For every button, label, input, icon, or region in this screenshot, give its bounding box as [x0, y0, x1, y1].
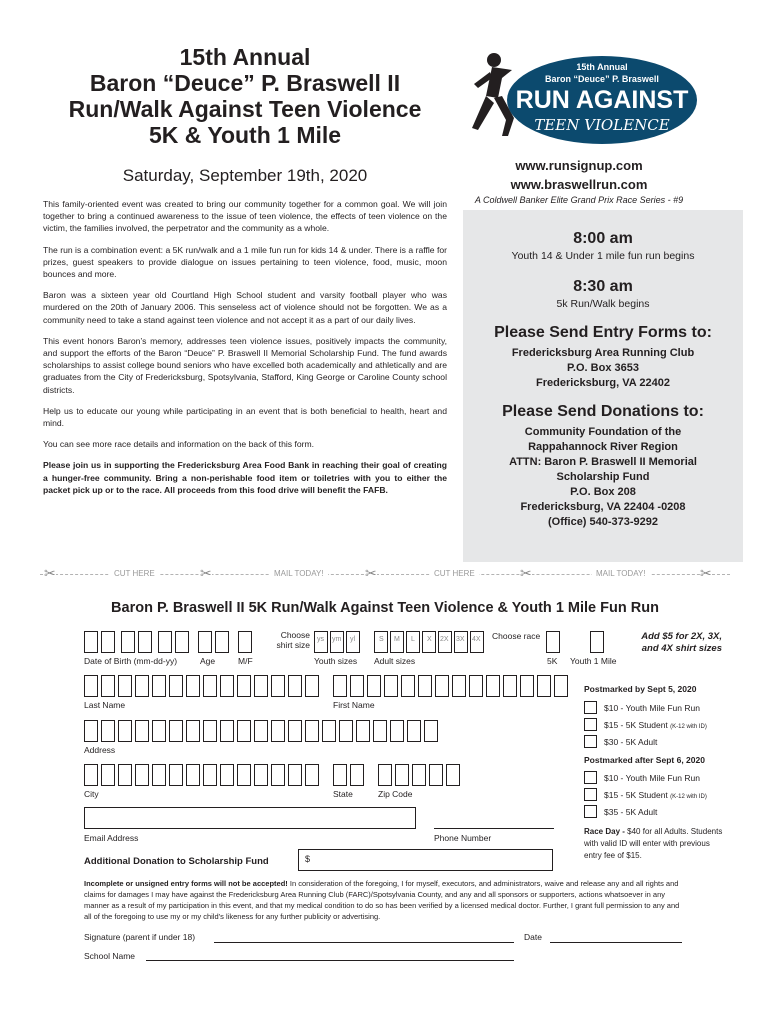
price-checkbox[interactable] [584, 788, 597, 801]
char-box[interactable] [350, 675, 364, 697]
address-label: Address [84, 745, 116, 755]
scissors-icon: ✂ [44, 565, 56, 581]
age-label: Age [200, 656, 216, 666]
char-box[interactable] [520, 675, 534, 697]
char-box[interactable] [186, 675, 200, 697]
shirt-box-m[interactable] [390, 631, 404, 653]
websites [474, 156, 684, 194]
size-label: L [411, 636, 415, 643]
event-youth: Youth 14 & Under 1 mile fun run begins [511, 250, 695, 262]
char-box[interactable] [271, 720, 285, 742]
char-box[interactable] [121, 631, 135, 653]
race-5k-label: 5K [547, 656, 558, 666]
food-drive-paragraph: Please join us in supporting the Fredericksburg Area Food Bank in reaching their goal of creating a hunger-free community. Bring a non-perishable food item or toiletries with you to either the packet pick up or to the race. All proceeds from this food drive will benefit the FAFB. [43, 460, 447, 495]
entry-header: Please Send Entry Forms to: [494, 324, 712, 341]
char-box[interactable] [101, 631, 115, 653]
price-checkbox[interactable] [584, 805, 597, 818]
char-box[interactable] [407, 720, 421, 742]
scissors-icon: ✂ [200, 565, 212, 581]
char-box[interactable] [169, 720, 183, 742]
char-box[interactable] [305, 764, 319, 786]
paragraph: You can see more race details and information on the back of this form. [43, 439, 315, 450]
char-box[interactable] [271, 764, 285, 786]
address-line: P.O. Box 208 [570, 486, 636, 498]
dob-label: Date of Birth (mm-dd-yy) [84, 656, 178, 666]
choose-race-label: Choose race [492, 631, 541, 641]
char-box[interactable] [135, 764, 149, 786]
price-option: $15 - 5K Student (K-12 with ID) [604, 720, 707, 730]
logo-line4: TEEN VIOLENCE [534, 116, 670, 134]
cut-here-label: CUT HERE [430, 569, 479, 578]
char-box[interactable] [367, 675, 381, 697]
char-box[interactable] [138, 631, 152, 653]
price-option: $10 - Youth Mile Fun Run [604, 773, 700, 783]
char-box[interactable] [237, 764, 251, 786]
char-box[interactable] [288, 675, 302, 697]
time-5k: 8:30 am [573, 278, 633, 295]
address-line: Rappahannock River Region [528, 441, 678, 453]
char-box[interactable] [158, 631, 172, 653]
char-box[interactable] [446, 764, 460, 786]
donation-amount-field[interactable] [298, 849, 553, 871]
char-box[interactable] [84, 720, 98, 742]
address-line: (Office) 540-373-9292 [547, 516, 659, 528]
shirt-upcharge-note: Add $5 for 2X, 3X, and 4X shirt sizes [641, 631, 722, 654]
char-box[interactable] [288, 764, 302, 786]
char-box[interactable] [135, 675, 149, 697]
run-logo [462, 48, 702, 148]
shirt-box-l[interactable] [406, 631, 420, 653]
paragraph: The run is a combination event: a 5K run/walk and a 1 mile fun run for kids 14 & under. There is a raffle for prizes, guest speakers to provide dialogue on issues pertaining to teen violence, food, music, moon bounces and more. [43, 244, 447, 280]
event-5k: 5k Run/Walk begins [556, 298, 650, 310]
char-box[interactable] [452, 675, 466, 697]
address-line: ATTN: Baron P. Braswell II Memorial [509, 456, 697, 468]
time-youth: 8:00 am [573, 230, 633, 247]
size-label: M [394, 636, 400, 643]
char-box[interactable] [373, 720, 387, 742]
age-input[interactable] [215, 631, 229, 653]
char-box[interactable] [152, 720, 166, 742]
size-label: 3X [456, 636, 465, 643]
shirt-box-3x[interactable] [454, 631, 468, 653]
size-label: X [427, 636, 432, 643]
logo-line3: RUN AGAINST [515, 86, 689, 114]
dollar-sign: $ [305, 854, 311, 864]
mail-today-label: MAIL TODAY! [270, 569, 328, 578]
char-box[interactable] [395, 764, 409, 786]
runner-figure [472, 53, 514, 136]
school-label: School Name [84, 951, 136, 961]
entry-address [463, 346, 743, 391]
race-youth-label: Youth 1 Mile [570, 656, 617, 666]
last-name-label: Last Name [84, 700, 126, 710]
race-day-note: Race Day - $40 for all Adults. Students with valid ID will enter with previous entry fee of $15. [584, 827, 723, 860]
char-box[interactable] [152, 764, 166, 786]
char-box[interactable] [203, 675, 217, 697]
char-box[interactable] [169, 675, 183, 697]
donation-label: Additional Donation to Scholarship Fund [84, 856, 269, 867]
char-box[interactable] [84, 675, 98, 697]
state-label: State [333, 789, 353, 799]
char-box[interactable] [384, 675, 398, 697]
gender-label: M/F [238, 656, 253, 666]
title-line: 5K & Youth 1 Mile [148, 122, 342, 148]
char-box[interactable] [350, 764, 364, 786]
char-box[interactable] [469, 675, 483, 697]
phone-line[interactable] [434, 828, 554, 829]
zip-label: Zip Code [378, 789, 413, 799]
size-label: ys [317, 636, 324, 643]
shirt-box-yl[interactable] [346, 631, 360, 653]
shirt-box-4x[interactable] [470, 631, 484, 653]
race-5k-box[interactable] [546, 631, 560, 653]
price-option: $15 - 5K Student (K-12 with ID) [604, 790, 707, 800]
logo-line2: Baron “Deuce” P. Braswell [545, 74, 659, 84]
website-link[interactable]: www.runsignup.com [515, 158, 643, 173]
char-box[interactable] [254, 764, 268, 786]
char-box[interactable] [333, 764, 347, 786]
price-option: $30 - 5K Adult [604, 737, 658, 747]
char-box[interactable] [418, 675, 432, 697]
paragraph: This family-oriented event was created to bring our community together for a common goal. We will join together to bring a continued awareness to the issue of teen violence, the effects of teen violence on the victim, the families involved, the perpetrator and the community as a whole. [43, 199, 447, 234]
char-box[interactable] [220, 720, 234, 742]
signature-label: Signature (parent if under 18) [84, 932, 196, 942]
title-line: Baron “Deuce” P. Braswell II [89, 70, 401, 96]
shirt-box-2x[interactable] [438, 631, 452, 653]
age-input[interactable] [198, 631, 212, 653]
form-title: Baron P. Braswell II 5K Run/Walk Against Teen Violence & Youth 1 Mile Fun Run [111, 600, 659, 616]
char-box[interactable] [537, 675, 551, 697]
choose-shirt-label: Choose shirt size [276, 630, 310, 650]
mail-today-label: MAIL TODAY! [592, 569, 650, 578]
char-box[interactable] [333, 675, 347, 697]
shirt-box-x[interactable] [422, 631, 436, 653]
char-box[interactable] [84, 631, 98, 653]
first-name-label: First Name [333, 700, 375, 710]
race-youth-box[interactable] [590, 631, 604, 653]
char-box[interactable] [169, 764, 183, 786]
char-box[interactable] [203, 720, 217, 742]
char-box[interactable] [554, 675, 568, 697]
cut-here-label: CUT HERE [110, 569, 159, 578]
address-line: P.O. Box 3653 [567, 362, 639, 374]
char-box[interactable] [175, 631, 189, 653]
adult-sizes-label: Adult sizes [374, 656, 416, 666]
info-panel [463, 210, 743, 562]
price-checkbox[interactable] [584, 735, 597, 748]
char-box[interactable] [305, 675, 319, 697]
address-line: Fredericksburg, VA 22402 [536, 377, 670, 389]
shirt-box-ys[interactable] [314, 631, 328, 653]
char-box[interactable] [220, 764, 234, 786]
size-label: ym [332, 636, 342, 643]
char-box[interactable] [118, 675, 132, 697]
signature-line[interactable] [214, 942, 514, 943]
price-option: $10 - Youth Mile Fun Run [604, 703, 700, 713]
paragraph: Baron was a sixteen year old Courtland High School student and varsity football player who was murdered on the 20th of January 2006. This senseless act of violence should not be forgotten. We as a community need to take a stand against teen violence and not accept it as a part of our daily lives. [43, 290, 447, 325]
char-box[interactable] [101, 675, 115, 697]
scissors-icon: ✂ [700, 565, 712, 581]
address-line: Fredericksburg Area Running Club [511, 347, 695, 359]
legal-waiver: Incomplete or unsigned entry forms will not be accepted! In consideration of the foregoing, I for myself, executors, and administrators, waive and release any and all rights and claims for damages I may have against the Fredericksburg Area Running Club (FARC)/Spotsylvania County, and any and all sponsors or supporters, actions whatsoever in any manner as a result of my participation in this event, and that my medical condition to do so has been verified by a licensed medical doctor. Further, I grant full permission to any and all of the foregoing to use my or my child’s likeness for any further publicity or advertising. [84, 879, 680, 921]
char-box[interactable] [486, 675, 500, 697]
char-box[interactable] [84, 764, 98, 786]
postmark-late: Postmarked after Sept 6, 2020 [584, 755, 705, 765]
email-label: Email Address [84, 833, 139, 843]
char-box[interactable] [339, 720, 353, 742]
price-checkbox[interactable] [584, 718, 597, 731]
address-line: Scholarship Fund [556, 471, 650, 483]
address-line: Community Foundation of the [524, 426, 682, 438]
price-checkbox[interactable] [584, 771, 597, 784]
donation-header: Please Send Donations to: [502, 403, 704, 420]
char-box[interactable] [237, 720, 251, 742]
char-box[interactable] [118, 764, 132, 786]
postmark-early: Postmarked by Sept 5, 2020 [584, 684, 697, 694]
char-box[interactable] [101, 764, 115, 786]
size-label: 2X [440, 636, 449, 643]
school-line[interactable] [146, 960, 514, 961]
char-box[interactable] [322, 720, 336, 742]
char-box[interactable] [254, 720, 268, 742]
youth-sizes-label: Youth sizes [314, 656, 358, 666]
char-box[interactable] [152, 675, 166, 697]
shirt-box-s[interactable] [374, 631, 388, 653]
address-line: Fredericksburg, VA 22404 -0208 [520, 501, 686, 513]
title-line: Run/Walk Against Teen Violence [68, 96, 422, 122]
char-box[interactable] [271, 675, 285, 697]
paragraph: This event honors Baron’s memory, addresses teen violence issues, positively impacts the community, and support the efforts of the Baron “Deuce” P. Braswell II Memorial Scholarship Fund. The fund awards scholarships to assist college bound seniors who have excelled both academically and athletically and are graduates from the City of Fredericksburg, Spotsylvania, Stafford, King George or Caroline County school districts. [43, 335, 447, 395]
price-checkbox[interactable] [584, 701, 597, 714]
title-line: 15th Annual [179, 44, 311, 70]
donation-address [463, 425, 743, 530]
date-label: Date [524, 932, 542, 942]
char-box[interactable] [254, 675, 268, 697]
city-label: City [84, 789, 99, 799]
size-label: 4X [472, 636, 481, 643]
char-box[interactable] [429, 764, 443, 786]
char-box[interactable] [220, 675, 234, 697]
char-box[interactable] [412, 764, 426, 786]
char-box[interactable] [118, 720, 132, 742]
price-option: $35 - 5K Adult [604, 807, 658, 817]
char-box[interactable] [378, 764, 392, 786]
phone-label: Phone Number [434, 833, 492, 843]
char-box[interactable] [237, 675, 251, 697]
char-box[interactable] [186, 720, 200, 742]
char-box[interactable] [305, 720, 319, 742]
char-box[interactable] [424, 720, 438, 742]
char-box[interactable] [435, 675, 449, 697]
event-date: Saturday, September 19th, 2020 [122, 166, 368, 185]
char-box[interactable] [135, 720, 149, 742]
website-link[interactable]: www.braswellrun.com [510, 177, 648, 192]
size-label: yl [350, 636, 356, 643]
char-box[interactable] [186, 764, 200, 786]
scissors-icon: ✂ [365, 565, 377, 581]
char-box[interactable] [288, 720, 302, 742]
event-title [40, 44, 450, 148]
gender-input[interactable] [238, 631, 252, 653]
email-field[interactable] [84, 807, 416, 829]
shirt-box-ym[interactable] [330, 631, 344, 653]
event-description [43, 198, 447, 505]
race-series: A Coldwell Banker Elite Grand Prix Race Series - #9 [474, 195, 684, 205]
logo-line1: 15th Annual [576, 62, 628, 72]
size-label: S [379, 636, 384, 643]
paragraph: Help us to educate our young while participating in an event that is both beneficial to health, heart and mind. [43, 405, 447, 429]
char-box[interactable] [390, 720, 404, 742]
char-box[interactable] [101, 720, 115, 742]
char-box[interactable] [401, 675, 415, 697]
char-box[interactable] [356, 720, 370, 742]
date-line[interactable] [550, 942, 682, 943]
char-box[interactable] [203, 764, 217, 786]
scissors-icon: ✂ [520, 565, 532, 581]
char-box[interactable] [503, 675, 517, 697]
